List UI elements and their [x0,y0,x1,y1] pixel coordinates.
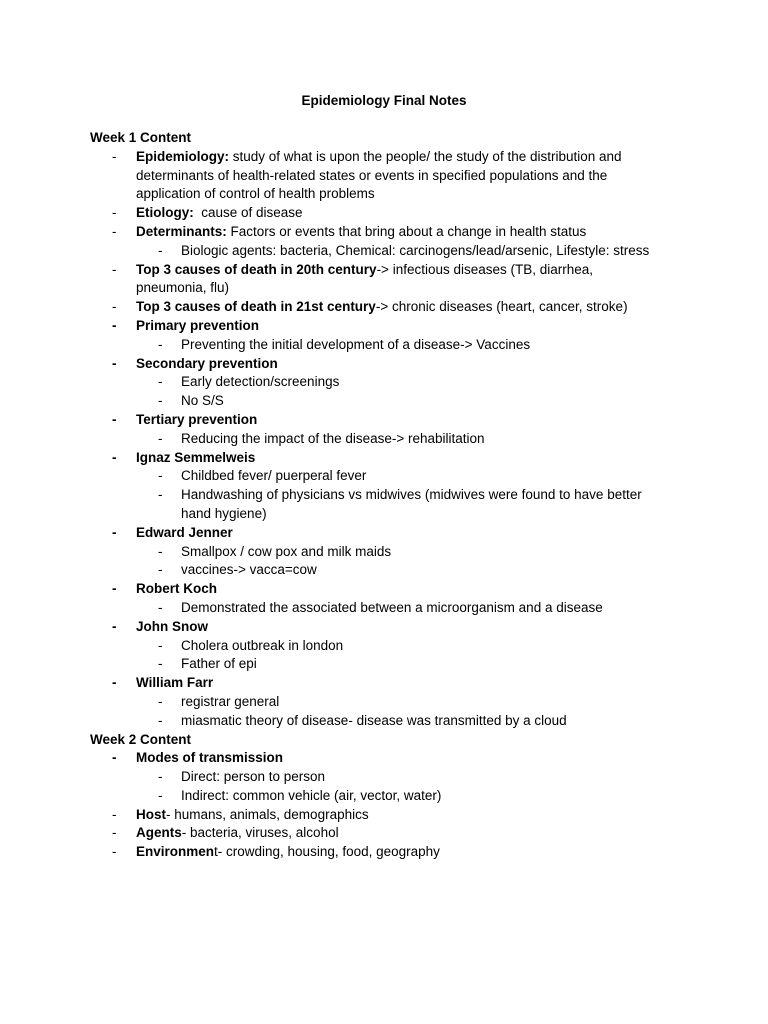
dash-marker: - [158,487,163,503]
term-top20: Top 3 causes of death in 20th century [136,261,377,277]
dash-marker: - [158,693,163,709]
dash-marker: - [112,411,117,427]
sub-item-text: Preventing the initial development of a disease-> Vaccines [181,336,531,352]
definition-epidemiology-line3: application of control of health problems [136,186,375,202]
week2-heading: Week 2 Content [90,731,192,747]
dash-marker: - [112,750,117,766]
term-primary-prevention: Primary prevention [136,317,260,333]
list-item-top21 [90,298,690,317]
sub-item-text: No S/S [181,393,224,409]
list-item-agents [90,824,690,843]
sub-item-semmelweis-1 [90,467,690,486]
list-item-host [90,806,690,825]
list-item-determinants [90,223,690,242]
sub-item-secondary-2 [90,392,690,411]
list-item-top20 [90,261,690,280]
sub-item-secondary-1 [90,373,690,392]
list-item-farr [90,674,690,693]
list-item-modes [90,749,690,768]
sub-item-jenner-1 [90,543,690,562]
sub-item-farr-1 [90,693,690,712]
list-item-jenner [90,524,690,543]
term-agents: Agents [136,825,182,841]
sub-item-text: Childbed fever/ puerperal fever [181,468,367,484]
definition-epidemiology-line1: study of what is upon the people/ the study of the distribution and [229,148,622,164]
dash-marker: - [158,769,163,785]
definition-determinants: Factors or events that bring about a change in health status [226,223,587,239]
sub-item-farr-2 [90,712,690,731]
term-etiology: Etiology: [136,205,194,221]
dash-marker: - [158,543,163,559]
term-koch: Robert Koch [136,581,217,597]
list-item-primary-prevention [90,317,690,336]
dash-marker: - [112,223,117,239]
dash-marker: - [158,468,163,484]
definition-epidemiology-line2: determinants of health-related states or events in specified populations and the [136,167,608,183]
dash-marker: - [112,618,117,634]
document-body [90,129,690,862]
sub-item-text: Demonstrated the associated between a microorganism and a disease [181,599,603,615]
term-epidemiology: Epidemiology: [136,148,230,164]
week1-heading: Week 1 Content [90,130,192,145]
definition-top20-line2: pneumonia, flu) [136,280,230,296]
dash-marker: - [158,562,163,578]
term-top21: Top 3 causes of death in 21st century [136,299,376,315]
dash-marker: - [112,205,117,221]
sub-item-text: Father of epi [181,656,257,672]
dash-marker: - [158,637,163,653]
dash-marker: - [158,656,163,672]
sub-item-text: Early detection/screenings [181,374,340,390]
dash-marker: - [112,449,117,465]
dash-marker: - [158,393,163,409]
dash-marker: - [158,336,163,352]
definition-etiology: cause of disease [193,205,303,221]
sub-item-snow-2 [90,655,690,674]
dash-marker: - [158,712,163,728]
definition-top21: -> chronic diseases (heart, cancer, stroke) [375,299,628,315]
dash-marker: - [112,825,117,841]
document-title: Epidemiology Final Notes [301,93,467,108]
sub-item-modes-2 [90,787,690,806]
sub-item-koch-1 [90,599,690,618]
dash-marker: - [112,299,117,315]
dash-marker: - [112,844,117,860]
dash-marker: - [158,242,163,258]
sub-item-text: Indirect: common vehicle (air, vector, water) [181,787,442,803]
sub-item-text: vaccines-> vacca=cow [181,562,317,578]
sub-item-text: Smallpox / cow pox and milk maids [181,543,392,559]
term-farr: William Farr [136,675,214,691]
list-item-snow [90,618,690,637]
sub-item-text: Handwashing of physicians vs midwives (midwives were found to have better [181,487,642,503]
sub-item-text: Biologic agents: bacteria, Chemical: carcinogens/lead/arsenic, Lifestyle: stress [181,242,650,258]
sub-item-primary-1 [90,336,690,355]
list-item-epidemiology [90,148,690,167]
dash-marker: - [158,374,163,390]
dash-marker: - [112,261,117,277]
term-secondary-prevention: Secondary prevention [136,355,278,371]
sub-item-text: Reducing the impact of the disease-> rehabilitation [181,430,485,446]
dash-marker: - [112,581,117,597]
term-jenner: Edward Jenner [136,524,233,540]
sub-item-determinants-1 [90,242,690,261]
definition-top20-line1: -> infectious diseases (TB, diarrhea, [376,261,594,277]
list-item-environment [90,843,690,862]
dash-marker: - [158,430,163,446]
dash-marker: - [158,787,163,803]
sub-item-text: Direct: person to person [181,769,326,785]
term-host: Host [136,806,166,822]
dash-marker: - [112,355,117,371]
list-item-secondary-prevention [90,355,690,374]
term-determinants: Determinants: [136,223,227,239]
term-modes: Modes of transmission [136,750,284,766]
sub-item-text: Cholera outbreak in london [181,637,344,653]
definition-host: - humans, animals, demographics [166,806,369,822]
list-item-koch [90,580,690,599]
sub-item-semmelweis-2 [90,486,690,505]
list-item-semmelweis [90,449,690,468]
sub-item-modes-1 [90,768,690,787]
list-item-etiology [90,204,690,223]
dash-marker: - [112,524,117,540]
definition-agents: - bacteria, viruses, alcohol [181,825,339,841]
sub-item-text: miasmatic theory of disease- disease was transmitted by a cloud [181,712,567,728]
dash-marker: - [158,599,163,615]
term-snow: John Snow [136,618,208,634]
sub-item-semmelweis-2-cont: hand hygiene) [181,505,267,521]
list-item-tertiary-prevention [90,411,690,430]
term-semmelweis: Ignaz Semmelweis [136,449,256,465]
sub-item-text: registrar general [181,693,280,709]
dash-marker: - [112,148,117,164]
sub-item-tertiary-1 [90,430,690,449]
definition-environment: t- crowding, housing, food, geography [214,844,440,860]
term-tertiary-prevention: Tertiary prevention [136,411,258,427]
sub-item-jenner-2 [90,561,690,580]
sub-item-snow-1 [90,637,690,656]
dash-marker: - [112,317,117,333]
term-environment: Environmen [136,844,215,860]
dash-marker: - [112,806,117,822]
dash-marker: - [112,675,117,691]
